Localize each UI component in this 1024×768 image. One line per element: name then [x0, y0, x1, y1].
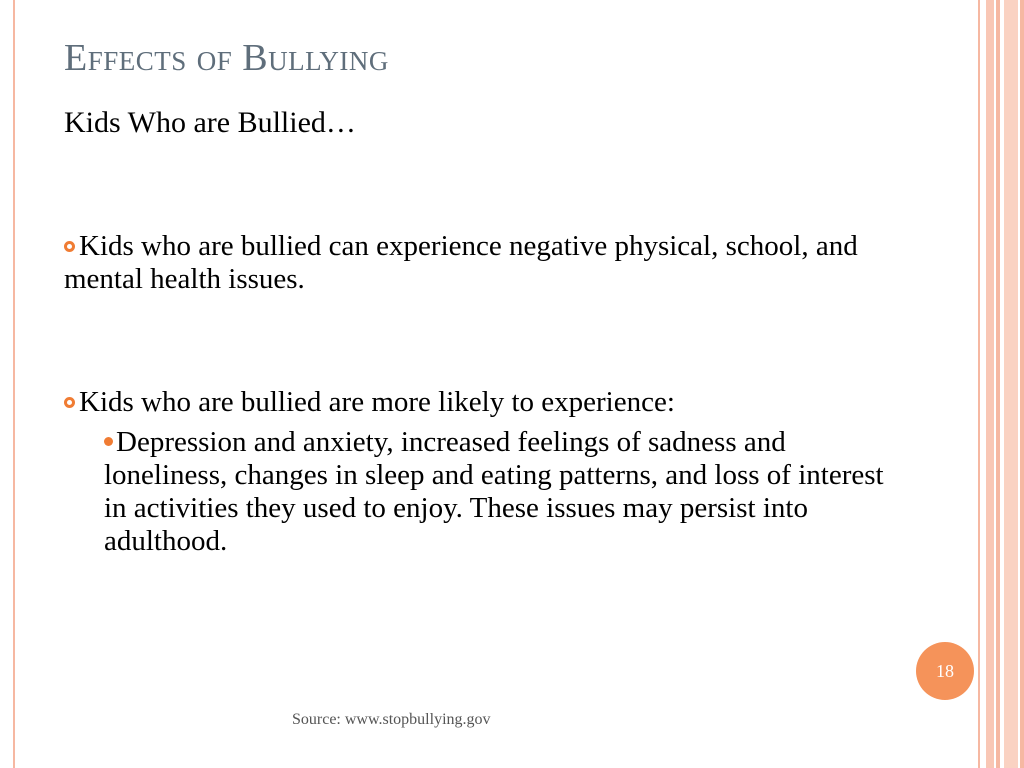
right-decorative-stripe [1004, 0, 1018, 768]
ring-bullet-icon [64, 241, 75, 252]
sub-bullet-text: Depression and anxiety, increased feelings of sadness and loneliness, changes in sleep and eating patterns, and loss of interest in activities they used to enjoy. These issues may persist into adulthood. [104, 426, 884, 557]
ring-bullet-icon [64, 397, 75, 408]
right-decorative-stripe [986, 0, 994, 768]
right-decorative-stripe [1020, 0, 1024, 768]
slide-title: Effects of Bullying [64, 37, 389, 79]
bullet-item [64, 386, 924, 419]
right-decorative-stripe [978, 0, 980, 768]
sub-bullet-item [104, 426, 904, 558]
slide-subtitle: Kids Who are Bullied… [64, 106, 356, 139]
page-number-badge [916, 642, 974, 700]
right-decorative-stripe [996, 0, 1000, 768]
bullet-text: Kids who are bullied can experience negative physical, school, and mental health issues. [64, 230, 858, 295]
page-number: 18 [936, 660, 954, 681]
source-citation: Source: www.stopbullying.gov [292, 711, 491, 728]
dot-bullet-icon [104, 437, 113, 446]
bullet-text: Kids who are bullied are more likely to experience: [79, 386, 675, 418]
left-border-line [13, 0, 15, 768]
bullet-item [64, 230, 924, 296]
